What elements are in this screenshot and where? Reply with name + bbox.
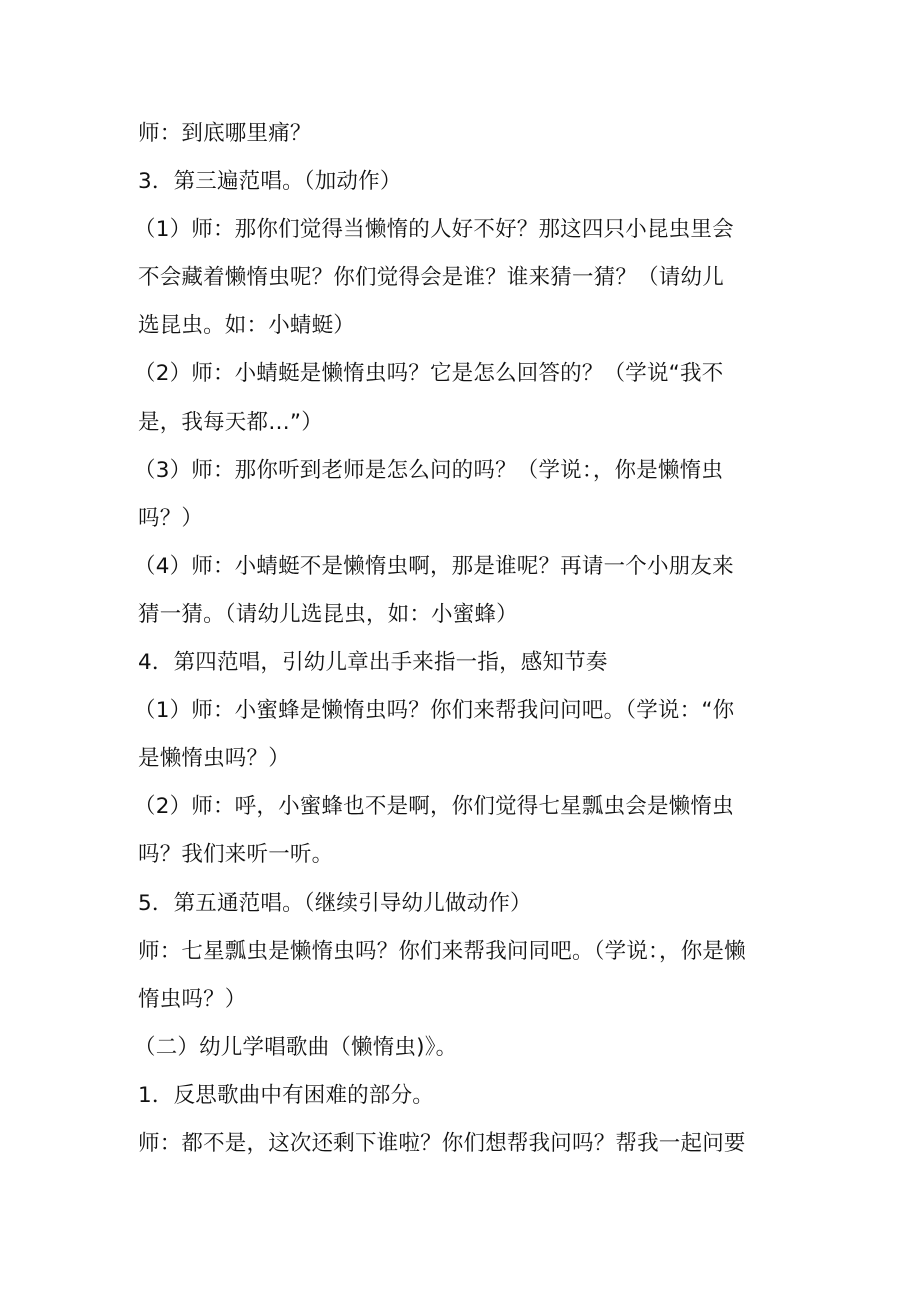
text-line: 是懒惰虫吗？）: [138, 746, 290, 772]
text-line: 4．第四范唱，引幼儿章出手来指一指，感知节奏: [138, 650, 608, 676]
text-line: 师：到底哪里痛？: [138, 121, 312, 146]
text-line: （2）师：呼，小蜜蜂也不是啊，你们觉得七星瓢虫会是懒惰虫: [134, 794, 734, 820]
text-line: 吗？我们来听一听。: [138, 842, 334, 868]
text-line: （3）师：那你听到老师是怎么问的吗？（学说：，你是懒惰虫: [134, 457, 724, 483]
text-line: 师：七星瓢虫是懒惰虫吗？你们来帮我问同吧。（学说：，你是懒: [138, 938, 746, 964]
text-line: 3．第三遍范唱。（加动作）: [138, 169, 402, 195]
text-line: （4）师：小蜻蜓不是懒惰虫啊，那是谁呢？再请一个小朋友来: [134, 553, 734, 579]
text-line: 惰虫吗？）: [138, 986, 247, 1012]
text-line: （2）师：小蜻蜓是懒惰虫吗？它是怎么回答的？（学说“我不: [134, 361, 724, 387]
text-line: （二）幼儿学唱歌曲（懒惰虫)》。: [134, 1034, 458, 1060]
text-line: 猜一猜。（请幼儿选昆虫，如：小蜜蜂）: [138, 601, 518, 627]
text-line: 不会藏着懒惰虫呢？你们觉得会是谁？谁来猜一猜？（请幼儿: [138, 265, 724, 291]
document-body: [134, 110, 788, 1168]
text-line: 是，我每天都…”）: [138, 409, 323, 435]
text-line: 5．第五通范唱。（继续引导幼儿做动作）: [138, 890, 532, 916]
text-line: （1）师：小蜜蜂是懒惰虫吗？你们来帮我问问吧。（学说：“你: [134, 698, 735, 724]
text-line: 1．反思歌曲中有困难的部分。: [138, 1082, 434, 1108]
text-line: 师：都不是，这次还剩下谁啦？你们想帮我问吗？帮我一起问要: [138, 1130, 746, 1156]
text-line: 选昆虫。如：小蜻蜓）: [138, 313, 356, 339]
text-line: （1）师：那你们觉得当懒惰的人好不好？那这四只小昆虫里会: [134, 217, 734, 243]
text-line: 吗？）: [138, 505, 204, 531]
